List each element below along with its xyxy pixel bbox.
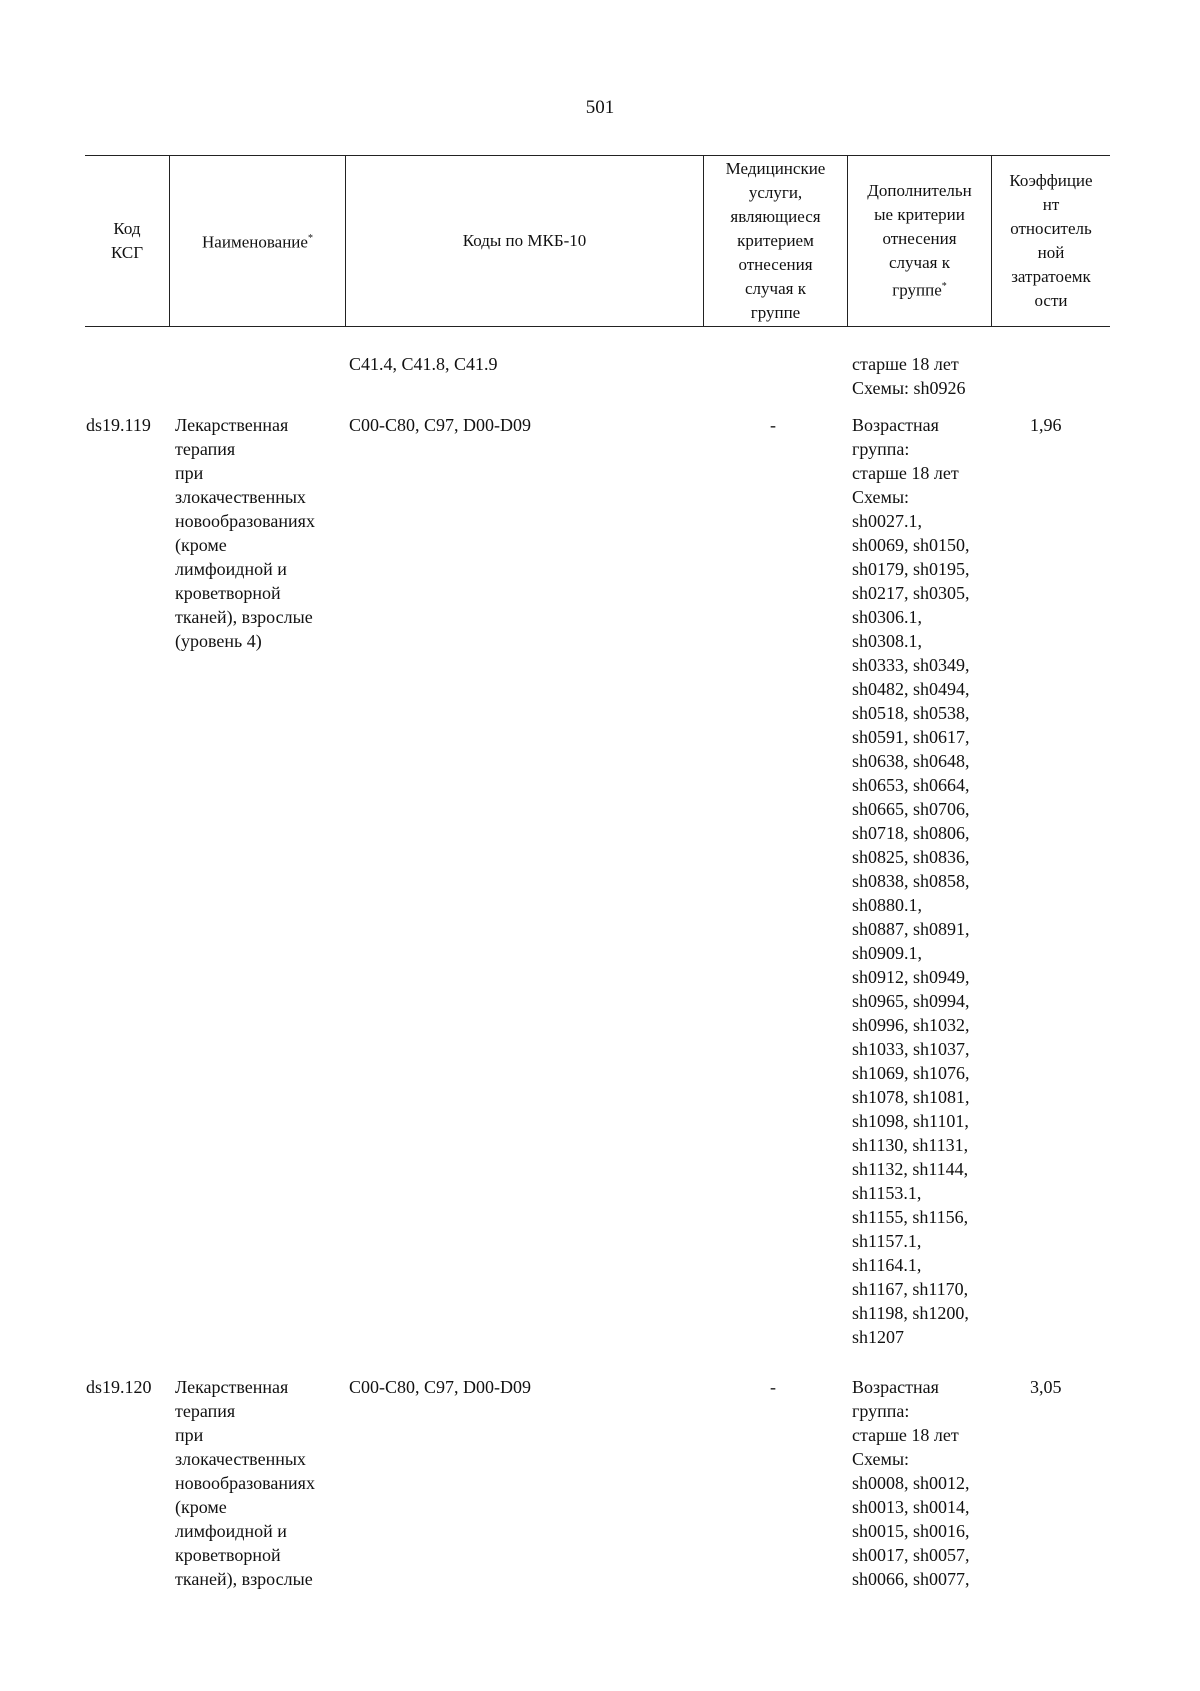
text-line: злокачественных — [175, 1449, 306, 1469]
text-line: Возрастная — [852, 415, 939, 435]
header-name-text: Наименование* — [202, 232, 313, 252]
text-line: sh0069, sh0150, — [852, 535, 970, 555]
table-row-coef: 3,05 — [1030, 1377, 1062, 1397]
text-line: группе — [750, 303, 801, 322]
text-line: новообразованиях — [175, 511, 315, 531]
text-line: sh0665, sh0706, — [852, 799, 970, 819]
text-line: sh1164.1, — [852, 1255, 922, 1275]
text-line: отнесения — [882, 229, 957, 249]
header-name — [170, 156, 345, 326]
text-line: sh0965, sh0994, — [852, 991, 970, 1011]
text-line: (кроме — [175, 1497, 227, 1517]
text-line: группа: — [852, 1401, 910, 1421]
text-line: Схемы: — [852, 1449, 910, 1469]
text-line: sh1069, sh1076, — [852, 1063, 970, 1083]
text-line: тканей), взрослые — [175, 1569, 313, 1589]
table-row-services: - — [770, 415, 776, 435]
text-line: Возрастная — [852, 1377, 939, 1397]
page-number: 501 — [585, 97, 615, 118]
text-line: sh1078, sh1081, — [852, 1087, 970, 1107]
text-line: при — [175, 463, 204, 483]
text-line: sh1207 — [852, 1327, 905, 1347]
text-line: новообразованиях — [175, 1473, 315, 1493]
text-line: КСГ — [110, 243, 144, 262]
text-line: sh0996, sh1032, — [852, 1015, 970, 1035]
text-line: sh0027.1, — [852, 511, 923, 531]
text-line: Дополнительн — [867, 181, 972, 201]
text-line: sh0066, sh0077, — [852, 1569, 970, 1589]
header-code — [85, 156, 169, 326]
text-line: sh1132, sh1144, — [852, 1159, 969, 1179]
text-line: sh0638, sh0648, — [852, 751, 970, 771]
text-line: sh1033, sh1037, — [852, 1039, 970, 1059]
text-line: sh0017, sh0057, — [852, 1545, 970, 1565]
text-line: Коэффицие — [1009, 171, 1093, 190]
text-line: sh1153.1, — [852, 1183, 922, 1203]
continuation-criteria — [852, 352, 966, 400]
text-line: услуги, — [748, 183, 803, 202]
text-line: затратоемк — [1011, 267, 1091, 286]
footnote-mark: * — [941, 281, 947, 293]
table-row-mkb — [349, 1375, 531, 1399]
text-line: нт — [1042, 195, 1060, 214]
text-line: (уровень 4) — [175, 631, 262, 651]
text-line: sh0912, sh0949, — [852, 967, 970, 987]
text-line: злокачественных — [175, 487, 306, 507]
text-line: sh0653, sh0664, — [852, 775, 970, 795]
text-line: sh0217, sh0305, — [852, 583, 970, 603]
text-line: sh0591, sh0617, — [852, 727, 970, 747]
text-line: sh0482, sh0494, — [852, 679, 970, 699]
table-header-bottom-rule — [85, 326, 1110, 327]
header-mkb-text: Коды по МКБ-10 — [462, 231, 587, 250]
text-line: sh0008, sh0012, — [852, 1473, 970, 1493]
text-line: sh1155, sh1156, — [852, 1207, 969, 1227]
text-line: sh1167, sh1170, — [852, 1279, 969, 1299]
header-services-lines — [726, 157, 826, 325]
text-line: (кроме — [175, 535, 227, 555]
text-line: Код — [113, 219, 141, 238]
text-line: группе* — [892, 280, 947, 300]
table-row-code: ds19.120 — [86, 1377, 152, 1397]
text-line: Медицинские — [725, 159, 826, 178]
table-row-coef: 1,96 — [1030, 415, 1062, 435]
text-line: старше 18 лет — [852, 1425, 959, 1445]
text-line: sh0825, sh0836, — [852, 847, 970, 867]
text-line: sh0838, sh0858, — [852, 871, 970, 891]
table-row-code: ds19.119 — [86, 415, 151, 435]
text-line: кроветворной — [175, 1545, 281, 1565]
text-line: C41.4, C41.8, C41.9 — [349, 354, 498, 374]
text-line: sh0306.1, — [852, 607, 923, 627]
text-line: sh0718, sh0806, — [852, 823, 970, 843]
text-line: старше 18 лет — [852, 463, 959, 483]
text-line: группа: — [852, 439, 910, 459]
text-line: относитель — [1010, 219, 1092, 238]
text-line: кроветворной — [175, 583, 281, 603]
text-line: критерием — [737, 231, 814, 250]
text-line: C00-C80, C97, D00-D09 — [349, 1377, 532, 1397]
table-row-name — [175, 413, 315, 653]
text-line: случая к — [745, 279, 806, 298]
text-line: лимфоидной и — [175, 1521, 287, 1541]
text-line: sh0909.1, — [852, 943, 923, 963]
header-code-lines — [111, 217, 143, 265]
table-row-mkb — [349, 413, 531, 437]
text-line: терапия — [175, 439, 236, 459]
table-row-services: - — [770, 1377, 776, 1397]
header-coef-lines — [1009, 169, 1092, 313]
text-line: ые критерии — [874, 205, 965, 225]
text-line: являющиеся — [730, 207, 821, 226]
header-services — [704, 156, 847, 326]
header-criteria — [848, 156, 991, 326]
text-line: при — [175, 1425, 204, 1445]
table-row-name — [175, 1375, 315, 1591]
text-line: sh1198, sh1200, — [852, 1303, 969, 1323]
header-coef — [992, 156, 1110, 326]
text-line: sh0015, sh0016, — [852, 1521, 970, 1541]
table-row-criteria — [852, 413, 970, 1349]
text-line: лимфоидной и — [175, 559, 287, 579]
header-criteria-lines — [867, 179, 971, 303]
text-line: sh0880.1, — [852, 895, 923, 915]
text-line: sh1157.1, — [852, 1231, 922, 1251]
text-line: отнесения — [738, 255, 813, 274]
text-line: C00-C80, C97, D00-D09 — [349, 415, 532, 435]
text-line: sh0333, sh0349, — [852, 655, 970, 675]
text-line: Лекарственная — [175, 415, 289, 435]
continuation-mkb — [349, 352, 498, 376]
text-line: sh0013, sh0014, — [852, 1497, 970, 1517]
text-line: терапия — [175, 1401, 236, 1421]
header-mkb — [346, 156, 703, 326]
text-line: Лекарственная — [175, 1377, 289, 1397]
text-line: Схемы: — [852, 487, 910, 507]
text-line: sh0308.1, — [852, 631, 923, 651]
text-line: ости — [1034, 291, 1068, 310]
text-line: sh0179, sh0195, — [852, 559, 970, 579]
text-line: sh1130, sh1131, — [852, 1135, 969, 1155]
text-line: тканей), взрослые — [175, 607, 313, 627]
text-line: старше 18 лет — [852, 354, 959, 374]
text-line: sh1098, sh1101, — [852, 1111, 969, 1131]
text-line: sh0887, sh0891, — [852, 919, 970, 939]
text-line: sh0518, sh0538, — [852, 703, 970, 723]
table-row-criteria — [852, 1375, 970, 1591]
text-line: ной — [1037, 243, 1065, 262]
text-line: случая к — [889, 253, 950, 273]
text-line: Схемы: sh0926 — [852, 378, 966, 398]
